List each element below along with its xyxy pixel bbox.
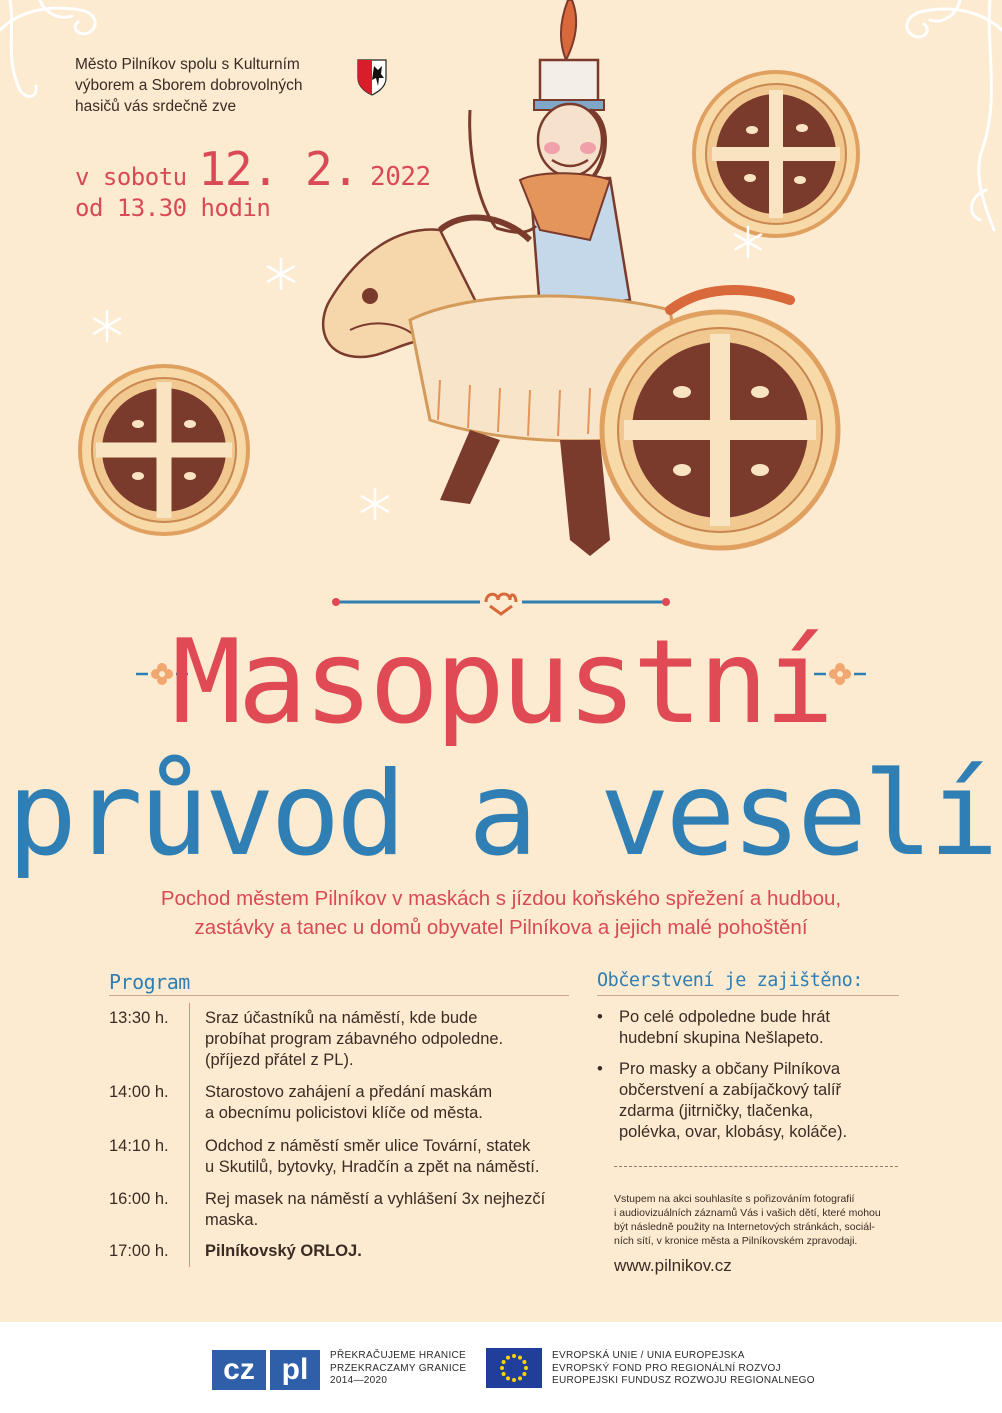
- refreshments-heading: Občerstvení je zajištěno:: [597, 970, 863, 991]
- date-prefix: v sobotu: [75, 163, 187, 191]
- event-time: od 13.30 hodin: [75, 194, 271, 222]
- refreshment-line: polévka, ovar, klobásy, koláče).: [619, 1123, 848, 1141]
- refreshment-line: hudební skupina Nešlapeto.: [619, 1029, 824, 1047]
- program-time: 14:00 h.: [109, 1083, 169, 1101]
- bullet: •: [597, 1008, 603, 1026]
- refreshment-line: občerstvení a zabíjačkový talíř: [619, 1081, 841, 1099]
- eu-line: EUROPEJSKI FUNDUSZ ROZWOJU REGIONALNEGO: [552, 1375, 815, 1386]
- program-vertical-line: [189, 1003, 190, 1267]
- program-description: [205, 1082, 585, 1124]
- organizer-line: hasičů vás srdečně zve: [75, 98, 237, 115]
- dashed-divider: [614, 1166, 898, 1167]
- program-desc-line: (příjezd přátel z PL).: [205, 1051, 354, 1069]
- program-desc-line: maska.: [205, 1211, 259, 1229]
- eu-line: EVROPSKÝ FOND PRO REGIONÁLNÍ ROZVOJ: [552, 1362, 781, 1374]
- notice-line: být následně použity na Internetových stránkách, sociál-: [614, 1221, 875, 1233]
- refreshment-text: [619, 1059, 899, 1143]
- cz-line: PRZEKRACZAMY GRANICE: [330, 1362, 467, 1374]
- refreshments-divider: [597, 995, 899, 996]
- notice-line: ních sítí, v kronice města a Pilníkovském zpravodaji.: [614, 1235, 858, 1247]
- refreshment-line: zdarma (jitrničky, tlačenka,: [619, 1102, 814, 1120]
- program-desc-line: Sraz účastníků na náměstí, kde bude: [205, 1009, 478, 1027]
- program-time: 16:00 h.: [109, 1190, 169, 1208]
- date-main: 12. 2.: [198, 142, 359, 196]
- program-desc-line: probíhat program zábavného odpoledne.: [205, 1030, 504, 1048]
- cz-pl-logo: [212, 1350, 320, 1390]
- cz-pl-program-text: [330, 1350, 466, 1388]
- notice-line: Vstupem na akci souhlasíte s pořizováním fotografií: [614, 1193, 855, 1205]
- eu-line: EVROPSKÁ UNIE / UNIA EUROPEJSKA: [552, 1350, 745, 1361]
- program-time: 13:30 h.: [109, 1009, 169, 1027]
- program-description: [205, 1241, 585, 1262]
- program-desc-line: Rej masek na náměstí a vyhlášení 3x nejhezčí: [205, 1190, 546, 1208]
- title-line-2: průvod a veselí: [7, 747, 995, 882]
- title-line-1: Masopustní: [171, 615, 831, 750]
- divider-ornament-icon: [330, 588, 672, 616]
- snowflake-icon: [89, 308, 125, 344]
- program-description: [205, 1189, 585, 1231]
- program-description: [205, 1136, 585, 1178]
- organizer-line: výborem a Sborem dobrovolných: [75, 77, 303, 94]
- description-line: Pochod městem Pilníkov v maskách s jízdou koňského spřežení a hudbou,: [160, 887, 842, 910]
- corner-ornament-icon: [890, 0, 1002, 240]
- refreshment-line: Po celé odpoledne bude hrát: [619, 1008, 831, 1026]
- organizer-line: Město Pilníkov spolu s Kulturním: [75, 56, 300, 73]
- date-year: 2022: [370, 162, 431, 192]
- cz-line: 2014—2020: [330, 1375, 388, 1386]
- eu-flag-icon: [486, 1348, 542, 1388]
- hussar-on-horse-illustration: [290, 0, 850, 580]
- cz-logo-part: cz: [212, 1350, 266, 1390]
- program-description: [205, 1008, 585, 1071]
- refreshment-line: Pro masky a občany Pilníkova: [619, 1060, 841, 1078]
- description-line: zastávky a tanec u domů obyvatel Pilníkova a jejich malé pohoštění: [194, 916, 808, 939]
- program-heading: Program: [109, 970, 190, 994]
- program-desc-line: Starostovo zahájení a předání maskám: [205, 1083, 493, 1101]
- program-desc-line: u Skutilů, bytovky, Hradčín a zpět na náměstí.: [205, 1158, 540, 1176]
- event-description: [60, 884, 942, 942]
- eu-fund-text: [552, 1350, 815, 1388]
- refreshment-text: [619, 1007, 899, 1049]
- cz-line: PŘEKRAČUJEME HRANICE: [330, 1350, 467, 1361]
- program-time: 14:10 h.: [109, 1137, 169, 1155]
- notice-line: i audiovizuálních záznamů Vás i vašich dětí, které mohou: [614, 1207, 881, 1219]
- bullet: •: [597, 1060, 603, 1078]
- program-desc-line: Odchod z náměstí směr ulice Tovární, statek: [205, 1137, 531, 1155]
- koblih-cake-icon: [76, 362, 252, 538]
- program-divider: [109, 995, 569, 996]
- pl-logo-part: pl: [270, 1350, 320, 1390]
- website-link[interactable]: www.pilnikov.cz: [614, 1256, 732, 1275]
- program-desc-line: a obecnímu policistovi klíče od města.: [205, 1104, 483, 1122]
- photo-consent-notice: [614, 1192, 904, 1248]
- program-time: 17:00 h.: [109, 1242, 169, 1260]
- program-desc-line: Pilníkovský ORLOJ.: [205, 1242, 362, 1260]
